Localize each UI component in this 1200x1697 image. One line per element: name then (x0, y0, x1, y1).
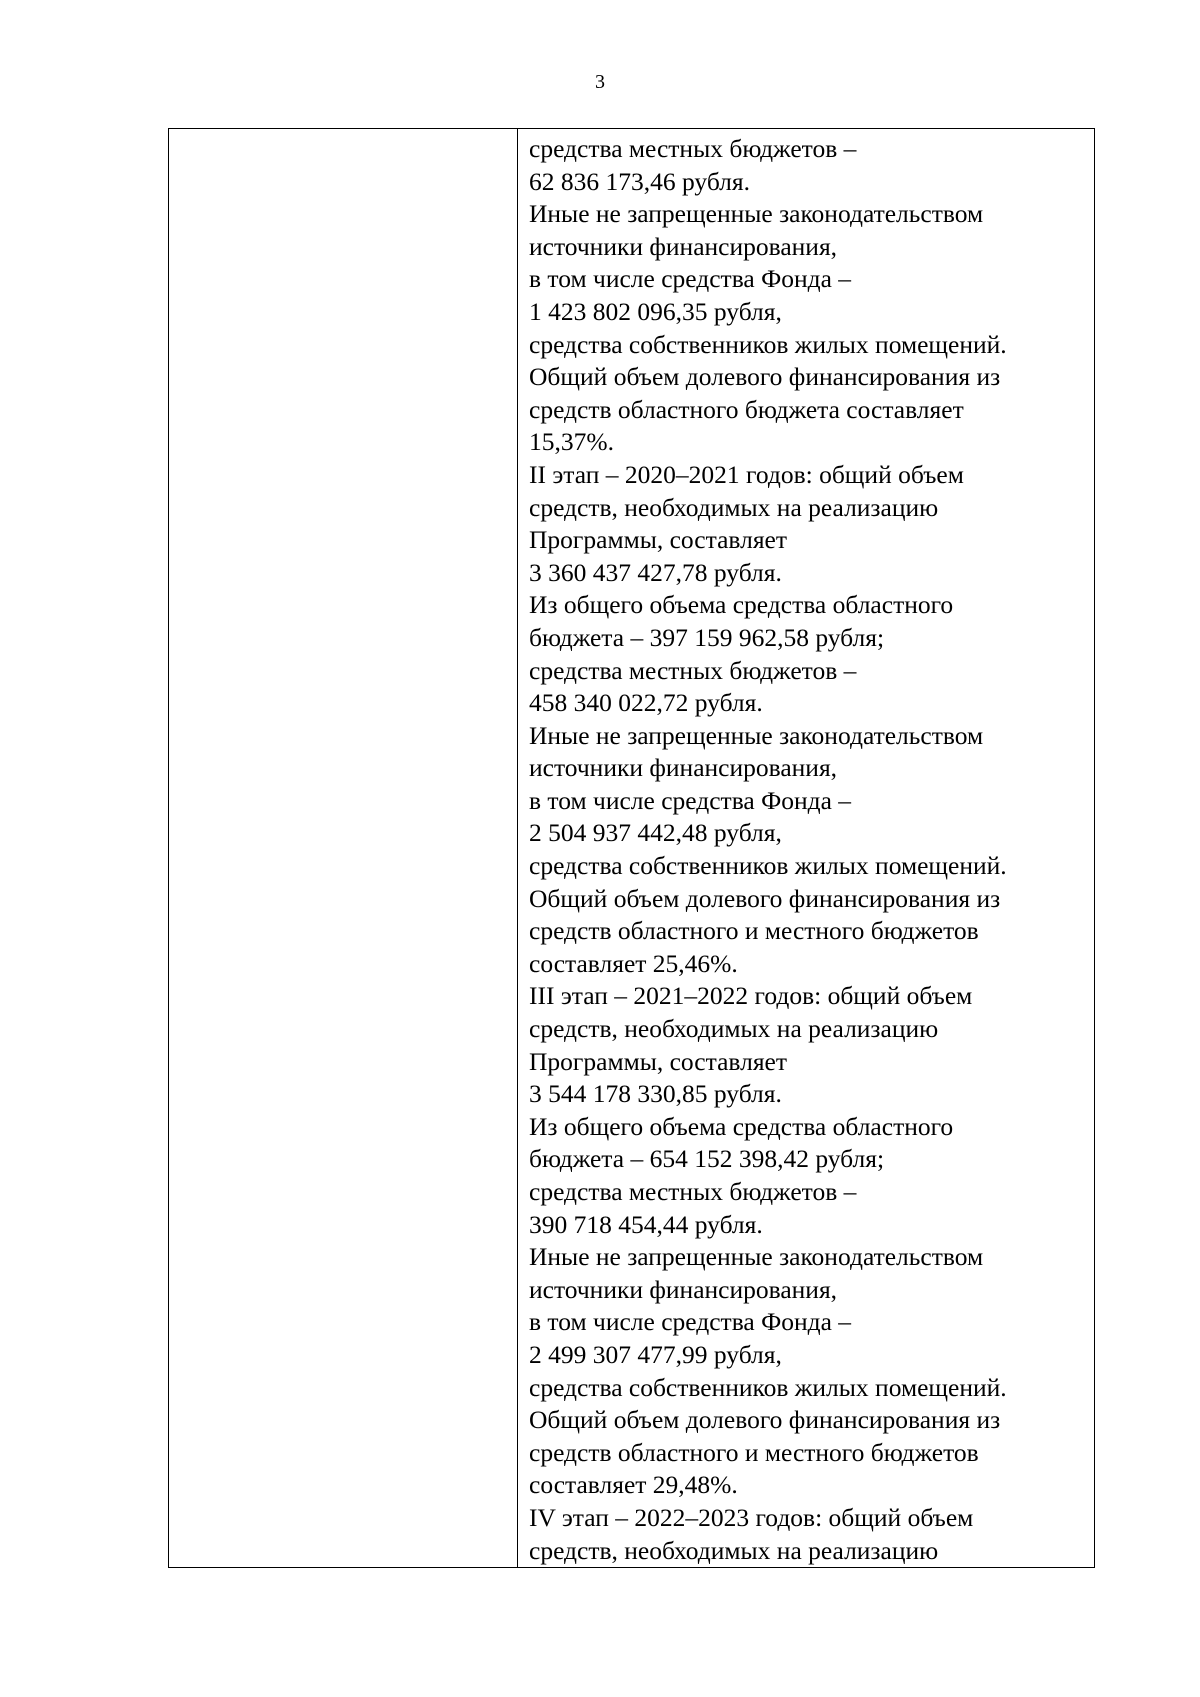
text-line: средства собственников жилых помещений. (529, 329, 1007, 359)
text-line: 3 544 178 330,85 рубля. (529, 1079, 782, 1109)
text-line: 2 499 307 477,99 рубля, (529, 1339, 782, 1369)
text-line: средств областного и местного бюджетов (529, 916, 979, 946)
table-row (169, 129, 1095, 1568)
text-line: средств, необходимых на реализацию (529, 492, 939, 522)
text-line: IV этап – 2022–2023 годов: общий объем (529, 1502, 974, 1532)
text-line: в том числе средства Фонда – (529, 264, 852, 294)
text-line: средства собственников жилых помещений. (529, 1372, 1007, 1402)
text-line: Общий объем долевого финансирования из (529, 883, 1001, 913)
text-line: 2 504 937 442,48 рубля, (529, 818, 782, 848)
funding-text (518, 129, 1094, 1567)
text-line: источники финансирования, (529, 1274, 838, 1304)
text-line: Общий объем долевого финансирования из (529, 1405, 1001, 1435)
text-line: Программы, составляет (529, 525, 788, 555)
text-line: Общий объем долевого финансирования из (529, 362, 1001, 392)
text-line: средства местных бюджетов – (529, 1177, 857, 1206)
text-line: средства собственников жилых помещений. (529, 851, 1007, 881)
text-line: Из общего объема средства областного (529, 1111, 954, 1141)
table-cell-left (169, 129, 518, 1568)
text-line: в том числе средства Фонда – (529, 785, 852, 815)
text-line: источники финансирования, (529, 231, 838, 261)
text-line: 1 423 802 096,35 рубля, (529, 296, 782, 326)
text-line: бюджета – 654 152 398,42 рубля; (529, 1144, 885, 1174)
text-line: средств, необходимых на реализацию (529, 1014, 939, 1044)
text-line: 390 718 454,44 рубля. (529, 1209, 763, 1239)
text-line: Иные не запрещенные законодательством (529, 720, 984, 750)
text-line: Иные не запрещенные законодательством (529, 1242, 984, 1272)
text-line: составляет 25,46%. (529, 948, 738, 978)
text-line: Иные не запрещенные законодательством (529, 199, 984, 229)
text-line: 62 836 173,46 рубля. (529, 166, 750, 196)
table-cell-right (518, 129, 1095, 1568)
text-line: составляет 29,48%. (529, 1470, 738, 1500)
text-line: средств областного бюджета составляет (529, 394, 964, 424)
text-line: 458 340 022,72 рубля. (529, 688, 763, 718)
text-line: бюджета – 397 159 962,58 рубля; (529, 622, 885, 652)
text-line: Программы, составляет (529, 1046, 788, 1076)
text-line: источники финансирования, (529, 753, 838, 783)
text-line: 15,37%. (529, 427, 614, 457)
text-line: III этап – 2021–2022 годов: общий объем (529, 981, 973, 1011)
text-line: в том числе средства Фонда – (529, 1307, 852, 1337)
text-line: Из общего объема средства областного (529, 590, 954, 620)
text-line: средства местных бюджетов – (529, 134, 857, 163)
text-line: II этап – 2020–2021 годов: общий объем (529, 459, 964, 489)
text-line: средства местных бюджетов – (529, 655, 857, 685)
text-line: средств областного и местного бюджетов (529, 1437, 979, 1467)
text-line: средств, необходимых на реализацию (529, 1535, 939, 1565)
page-number: 3 (595, 71, 605, 93)
program-funding-table (168, 128, 1095, 1568)
text-line: 3 360 437 427,78 рубля. (529, 557, 782, 587)
